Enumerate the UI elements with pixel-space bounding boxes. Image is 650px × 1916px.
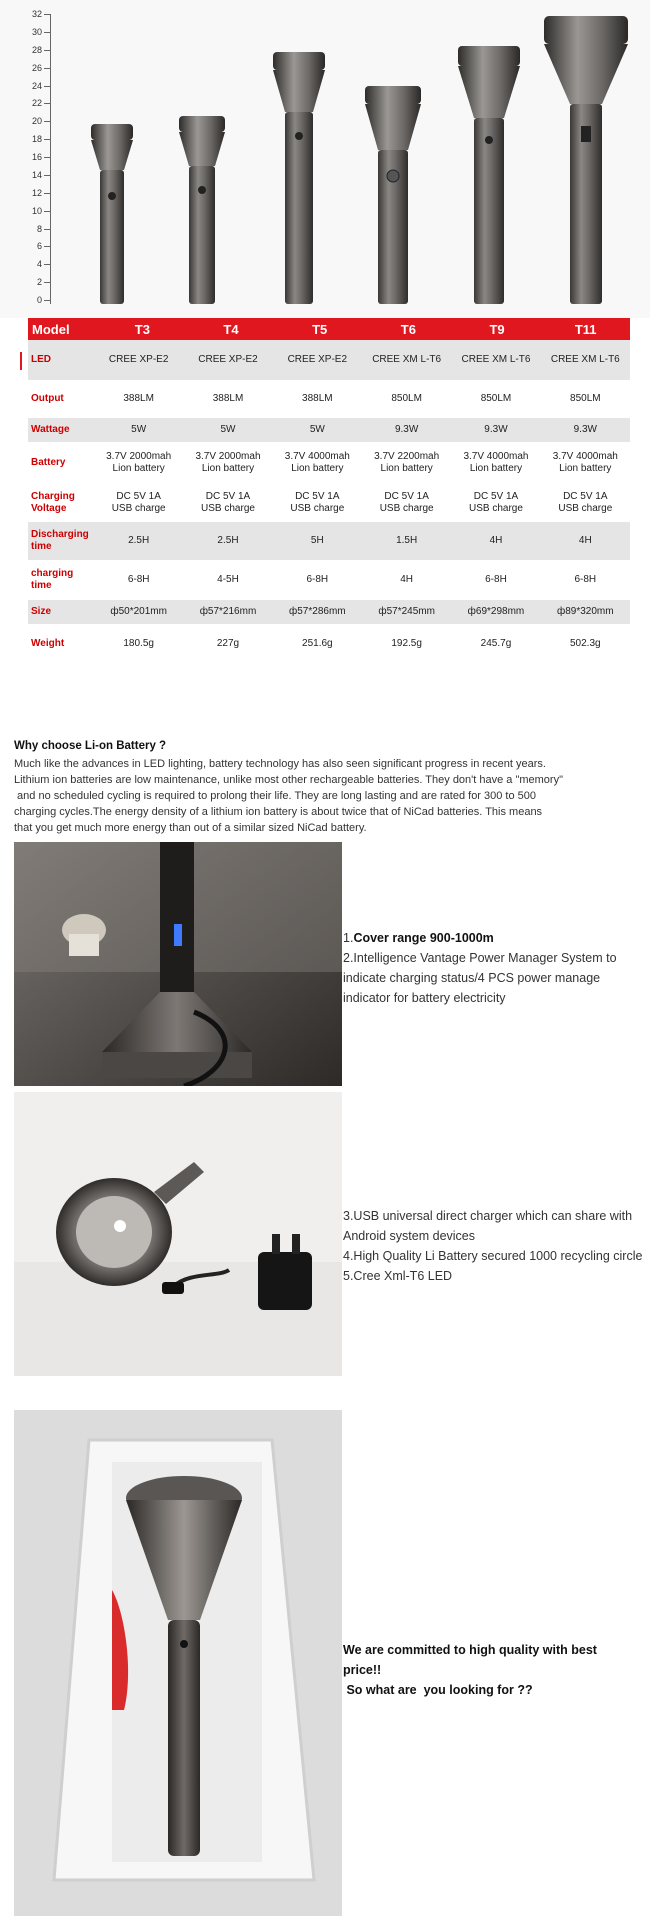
closing-question: So what are you looking for ?? <box>343 1683 533 1697</box>
flashlight-lineup-illustration <box>0 0 650 318</box>
spec-cell: 3.7V 2000mah Lion battery <box>195 451 261 474</box>
spec-cell: DC 5V 1A USB charge <box>290 491 345 514</box>
header-model: T4 <box>223 321 239 337</box>
spec-cell: ф57*245mm <box>378 606 435 617</box>
flashlight-t6 <box>365 86 421 304</box>
ruler-tick-label: 26 <box>31 62 42 73</box>
spec-cell: 5W <box>131 424 147 435</box>
spec-cell: 245.7g <box>480 638 512 649</box>
spec-cell: 6-8H <box>127 574 150 585</box>
photo-flashlight-charger <box>14 1092 342 1376</box>
spec-row-label: Battery <box>31 457 66 468</box>
ruler-tick-label: 24 <box>31 80 42 91</box>
why-li-ion-section <box>14 738 634 836</box>
spec-cell: DC 5V 1A USB charge <box>558 491 613 514</box>
spec-cell: DC 5V 1A USB charge <box>201 491 255 514</box>
why-line: charging cycles.The energy density of a lithium ion battery is about twice that of NiCad batteries. This means <box>14 806 543 818</box>
spec-cell: ф57*216mm <box>199 606 257 617</box>
spec-cell: CREE XM L-T6 <box>372 354 442 365</box>
spec-cell: 227g <box>216 638 240 649</box>
ruler-tick-label: 2 <box>36 277 42 288</box>
feature-3: 3.USB universal direct charger which can share with Android system devices <box>343 1209 633 1243</box>
spec-cell: CREE XM L-T6 <box>461 354 531 365</box>
spec-row-label: Discharging time <box>31 529 89 552</box>
spec-cell: 9.3W <box>484 424 508 435</box>
red-marker <box>20 352 22 370</box>
spec-cell: 4H <box>489 535 503 546</box>
ruler-tick-label: 6 <box>36 241 42 252</box>
ruler-tick-label: 32 <box>31 9 42 19</box>
ruler-tick-label: 28 <box>31 44 42 55</box>
why-line: that you get much more energy than out of a similar sized NiCad battery. <box>14 822 367 834</box>
spec-cell: 6-8H <box>306 574 329 585</box>
spec-cell: 6-8H <box>485 574 507 585</box>
spec-cell: 9.3W <box>394 424 419 435</box>
spec-row <box>28 340 630 380</box>
spec-row-label: Charging Voltage <box>31 491 75 514</box>
spec-cell: 388LM <box>302 393 333 404</box>
spec-row <box>28 484 630 522</box>
flashlight-t9 <box>458 46 520 304</box>
spec-cell: ф69*298mm <box>467 606 525 617</box>
spec-row <box>28 624 630 664</box>
spec-cell: 3.7V 4000mah Lion battery <box>463 451 529 474</box>
feature-2: 2.Intelligence Vantage Power Manager System to indicate charging status/4 PCS power manage indicator for battery electricity <box>343 951 617 1005</box>
spec-row <box>28 560 630 600</box>
spec-cell: DC 5V 1A USB charge <box>469 491 523 514</box>
feature-1-number: 1. <box>343 931 354 945</box>
ruler-tick-label: 18 <box>31 134 42 145</box>
spec-row-label: Output <box>31 393 64 404</box>
header-model: T6 <box>400 321 416 337</box>
spec-row-label: Size <box>31 606 52 617</box>
why-title: Why choose Li-on Battery ? <box>14 740 167 752</box>
ruler-tick-label: 16 <box>31 152 42 162</box>
spec-cell: 388LM <box>123 393 154 404</box>
ruler-tick-label: 8 <box>36 223 42 234</box>
feature-1 <box>343 928 643 948</box>
spec-row <box>28 600 630 624</box>
header-model-label: Model <box>32 321 70 337</box>
spec-cell: DC 5V 1A USB charge <box>379 491 434 514</box>
ruler-tick-label: 22 <box>31 98 42 109</box>
ruler-tick-label: 0 <box>36 295 42 305</box>
spec-cell: 2.5H <box>128 535 150 546</box>
product-lineup <box>0 0 650 318</box>
spec-cell: 1.5H <box>396 535 418 546</box>
spec-cell: 502.3g <box>570 638 601 649</box>
spec-cell: 850LM <box>391 393 422 404</box>
feature-block-2 <box>343 1206 643 1286</box>
spec-cell: 4-5H <box>217 574 239 585</box>
ruler-tick-label: 10 <box>31 205 42 216</box>
spec-cell: 9.3W <box>573 424 597 435</box>
flashlight-charging-image <box>14 842 342 1086</box>
spec-row-label: LED <box>31 354 51 365</box>
flashlight-charger-image <box>14 1092 342 1376</box>
spec-cell: 5W <box>309 424 325 435</box>
header-model: T11 <box>574 321 597 337</box>
header-model: T3 <box>134 321 150 337</box>
spec-row-label: charging time <box>31 568 74 591</box>
why-line: Lithium ion batteries are low maintenance, unlike most other rechargeable batteries. They don't have a "memory" <box>14 774 563 786</box>
feature-4: 4.High Quality Li Battery secured 1000 recycling circle <box>343 1249 643 1263</box>
flashlight-in-box-image <box>14 1410 342 1916</box>
spec-cell: 180.5g <box>123 638 154 649</box>
spec-cell: CREE XP-E2 <box>198 354 258 365</box>
feature-block-3 <box>343 1640 633 1700</box>
spec-row-label: Weight <box>31 638 65 649</box>
spec-table <box>28 318 630 664</box>
spec-cell: CREE XP-E2 <box>287 354 348 365</box>
spec-cell: 192.5g <box>391 638 422 649</box>
photo-flashlight-charging <box>14 842 342 1086</box>
spec-row <box>28 418 630 442</box>
spec-cell: ф50*201mm <box>110 606 167 617</box>
flashlight-t3 <box>91 124 133 304</box>
spec-cell: 5H <box>310 535 324 546</box>
feature-block-1 <box>343 928 643 1008</box>
spec-row <box>28 380 630 418</box>
quality-statement: We are committed to high quality with best price!! <box>343 1643 597 1677</box>
spec-row <box>28 442 630 484</box>
spec-cell: 3.7V 2000mah Lion battery <box>106 451 172 474</box>
spec-row-label: Wattage <box>31 424 70 435</box>
ruler-tick-label: 30 <box>31 26 42 37</box>
header-model: T5 <box>312 321 328 337</box>
why-line: Much like the advances in LED lighting, battery technology has also seen significant progress in recent years. <box>14 758 546 770</box>
spec-cell: 2.5H <box>217 535 239 546</box>
spec-cell: DC 5V 1A USB charge <box>111 491 166 514</box>
spec-cell: ф57*286mm <box>289 606 346 617</box>
spec-cell: CREE XP-E2 <box>108 354 169 365</box>
flashlight-t4 <box>179 116 225 304</box>
spec-row <box>28 522 630 560</box>
ruler-tick-label: 14 <box>31 169 42 180</box>
spec-cell: 4H <box>578 535 592 546</box>
ruler-tick-label: 20 <box>31 116 42 127</box>
spec-cell: ф89*320mm <box>557 606 614 617</box>
spec-cell: 850LM <box>570 393 601 404</box>
feature-1-text: Cover range 900-1000m <box>353 931 494 945</box>
spec-cell: 3.7V 2200mah Lion battery <box>374 451 440 474</box>
spec-cell: 5W <box>220 424 236 435</box>
why-line: and no scheduled cycling is required to prolong their life. They are long lasting and are rated for 300 to 500 <box>14 790 537 802</box>
header-model: T9 <box>489 321 505 337</box>
feature-5: 5.Cree Xml-T6 LED <box>343 1269 453 1283</box>
ruler-tick-label: 12 <box>31 187 42 198</box>
ruler-tick-label: 4 <box>36 259 42 270</box>
photo-flashlight-box <box>14 1410 342 1916</box>
spec-cell: 6-8H <box>574 574 597 585</box>
flashlight-t5 <box>273 52 325 304</box>
spec-cell: 388LM <box>212 393 244 404</box>
spec-cell: CREE XM L-T6 <box>550 354 620 365</box>
spec-cell: 3.7V 4000mah Lion battery <box>284 451 350 474</box>
spec-cell: 3.7V 4000mah Lion battery <box>552 451 618 474</box>
flashlight-t11 <box>544 16 628 304</box>
spec-cell: 850LM <box>480 393 512 404</box>
spec-cell: 251.6g <box>302 638 333 649</box>
spec-header-row <box>28 318 630 340</box>
spec-cell: 4H <box>400 574 414 585</box>
